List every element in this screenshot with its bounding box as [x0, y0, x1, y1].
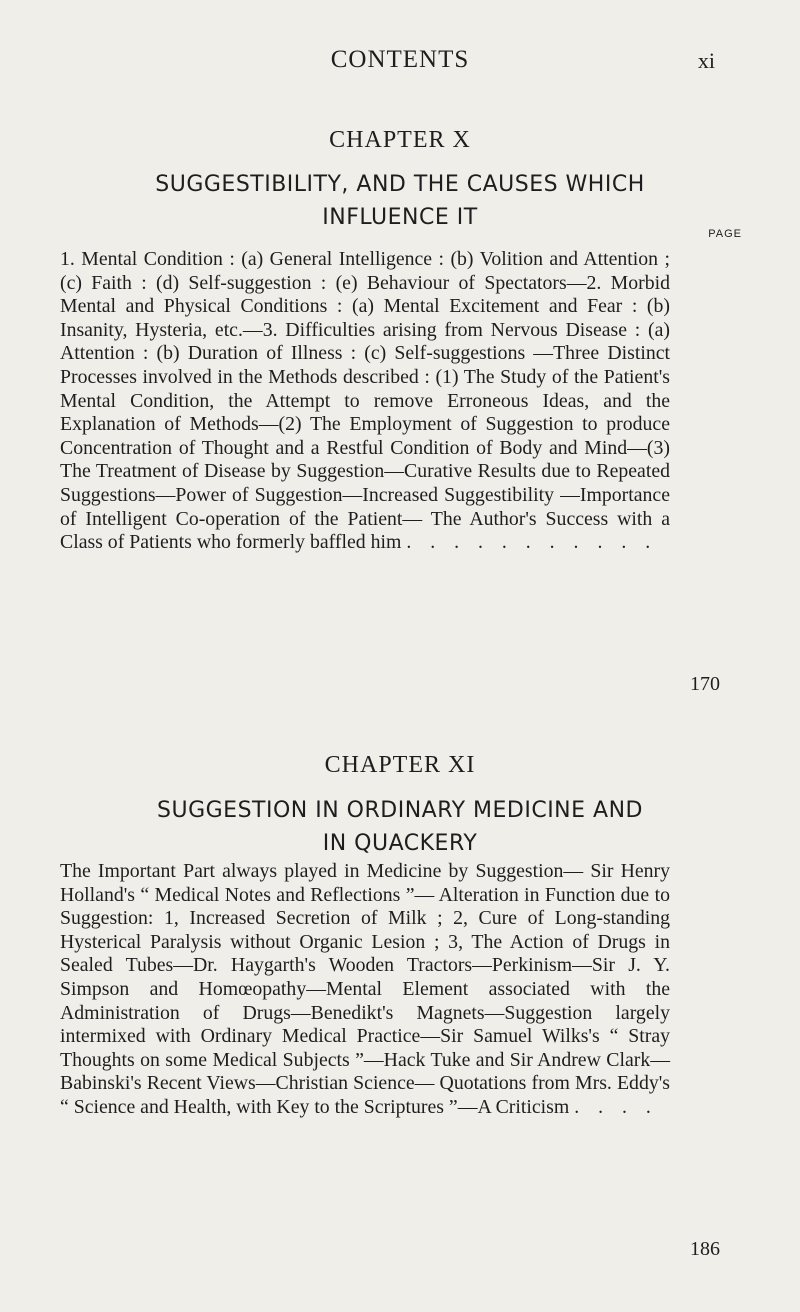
chapter-x-label: CHAPTER X — [329, 127, 471, 153]
chapter-xi-leaders: . . . . — [574, 1095, 658, 1118]
chapter-xi-label: CHAPTER XI — [324, 752, 476, 778]
chapter-x-page-number: 170 — [690, 673, 720, 695]
chapter-x-title-line-1: SUGGESTIBILITY, AND THE CAUSES WHICH — [155, 172, 645, 197]
chapter-xi-summary — [60, 860, 670, 1120]
chapter-x-leaders: . . . . . . . . . . . — [406, 531, 658, 554]
chapter-x-summary-text: 1. Mental Condition : (a) General Intelligence : (b) Volition and Attention ; (c) Faith : (d) Self-suggestion : (e) Behaviour of Spectators—2. Morbid Mental and Physical Conditions : (a) Mental Excitement and Fear : (b) Insanity, Hysteria, etc.—3. Difficulties arising from Nervous Disease : (a) Attention : (b) Duration of Illness : (c) Self-suggestions —Three Distinct Processes involved in the Methods described : (1) The Study of the Patient's Mental Condition, the Attempt to remove Erroneous Ideas, and the Explanation of Methods—(2) The Employment of Suggestion to produce Concentration of Thought and a Restful Condition of Body and Mind—(3) The Treatment of Disease by Suggestion—Curative Results due to Repeated Suggestions—Power of Suggestion—Increased Suggestibility —Importance of Intelligent Co-operation of the Patient— The Author's Success with a Class of Patients who formerly baffled him — [60, 248, 670, 554]
chapter-x-title-line-2: INFLUENCE IT — [322, 205, 478, 230]
chapter-xi-title-line-1: SUGGESTION IN ORDINARY MEDICINE AND — [157, 798, 643, 823]
chapter-xi-title — [80, 794, 720, 860]
running-head — [0, 46, 800, 76]
chapter-xi-summary-text: The Important Part always played in Medicine by Suggestion— Sir Henry Holland's “ Medical Notes and Reflections ”— Alteration in Function due to Suggestion: 1, Increased Secretion of Milk ; 2, Cure of Long-standing Hysterical Paralysis without Organic Lesion ; 3, The Action of Drugs in Sealed Tubes—Dr. Haygarth's Wooden Tractors—Perkinism—Sir J. Y. Simpson and Homœopathy—Mental Element associated with the Administration of Drugs—Benedikt's Magnets—Suggestion largely intermixed with Ordinary Medical Practice—Sir Samuel Wilks's “ Stray Thoughts on some Medical Subjects ”—Hack Tuke and Sir Andrew Clark—Babinski's Recent Views—Christian Science— Quotations from Mrs. Eddy's “ Science and Health, with Key to the Scriptures ”—A Criticism — [60, 860, 670, 1118]
page-column-label: PAGE — [708, 228, 742, 240]
chapter-xi-page-number: 186 — [690, 1238, 720, 1260]
running-title: CONTENTS — [330, 46, 470, 73]
chapter-x-summary — [60, 248, 670, 555]
chapter-xi-title-line-2: IN QUACKERY — [322, 831, 478, 856]
chapter-x-title — [80, 168, 720, 234]
page-folio: xi — [697, 48, 715, 73]
